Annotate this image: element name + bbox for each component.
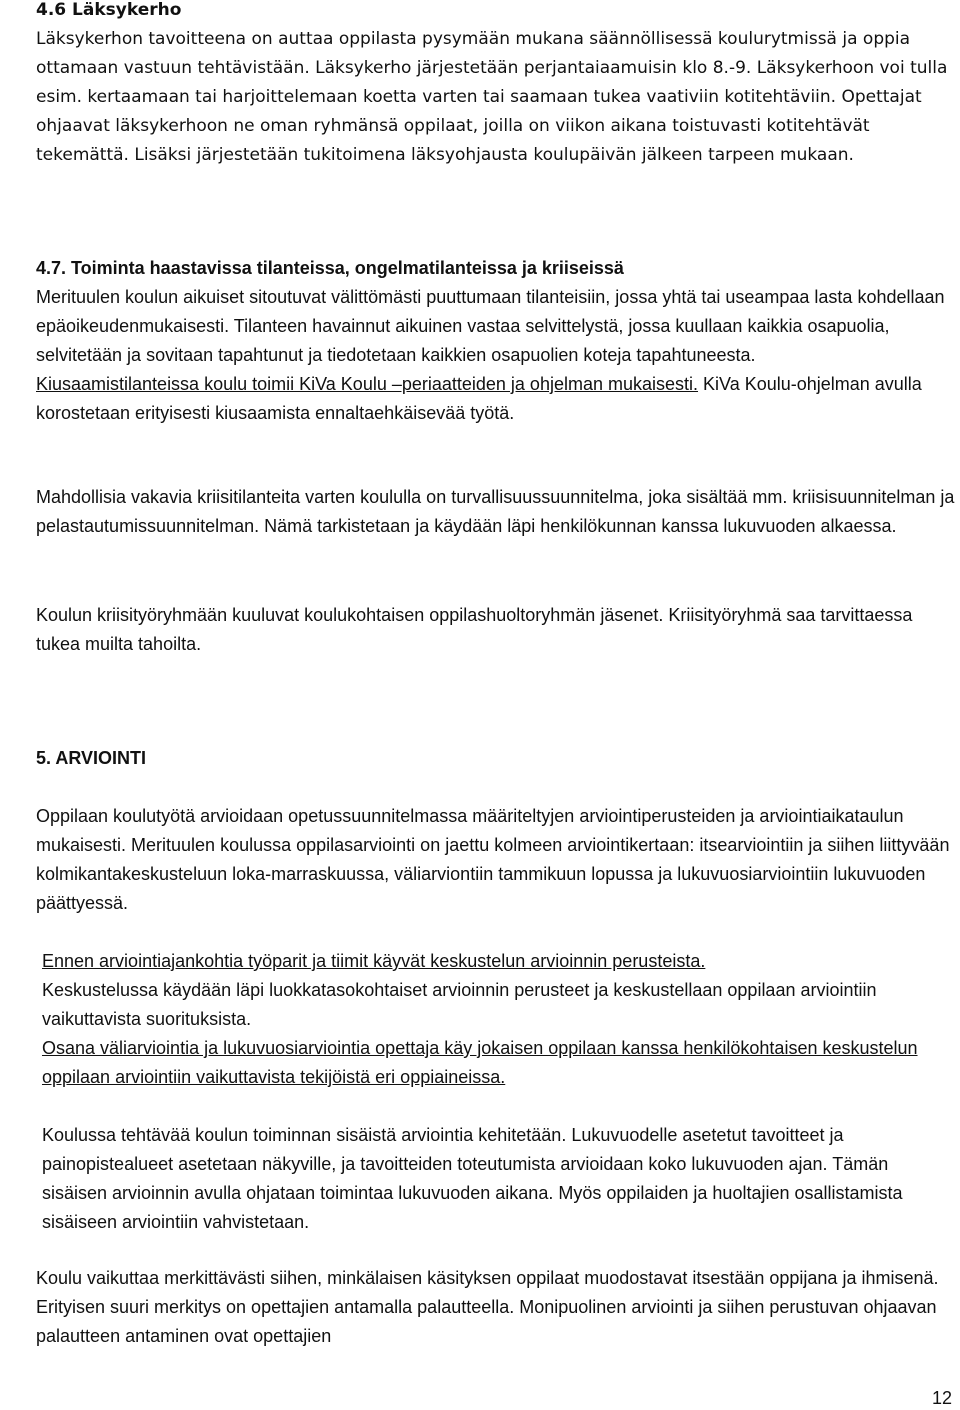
paragraph: Koulussa tehtävää koulun toiminnan sisäistä arviointia kehitetään. Lukuvuodelle asetetut tavoitteet ja painopistealueet asetetaan näkyville, ja tavoitteiden toteutumista arvioidaan koko lukuvuoden ajan. Tämän sisäisen arvioinnin avulla ohjataan toimintaa lukuvuoden aikana. Myös oppilaiden ja huoltajien osallistamista sisäiseen arviointiin vahvistetaan. xyxy=(42,1125,903,1232)
text: KiVa Koulu-ohjelman avulla korostetaan erityisesti kiusaamista ennaltaehkäisevää työtä. xyxy=(36,374,922,423)
paragraph-crisis-team xyxy=(36,601,956,659)
paragraph-discussions xyxy=(42,947,956,1092)
underlined-text: Kiusaamistilanteissa koulu toimii KiVa Koulu –periaatteiden ja ohjelman mukaisesti. xyxy=(36,374,699,394)
paragraph: Läksykerhon tavoitteena on auttaa oppilasta pysymään mukana säännöllisessä koulurytmissä ja oppia ottamaan vastuun tehtävistään. Läksykerho järjestetään perjantaiaamuisin klo 8.-9. Läksykerhoon voi tulla esim. kertaamaan tai harjoittelemaan koetta varten tai saamaan tukea vaativiin kotitehtäviin. Opettajat ohjaavat läksykerhoon ne oman ryhmänsä oppilaat, joilla on viikon aikana toistuvasti kotitehtävät tekemättä. Lisäksi järjestetään tukitoimena läksyohjausta koulupäivän jälkeen tarpeen mukaan. xyxy=(36,29,948,165)
paragraph xyxy=(36,370,956,428)
page-number: 12 xyxy=(931,1388,952,1408)
section-heading: 4.7. Toiminta haastavissa tilanteissa, ongelmatilanteissa ja kriiseissä xyxy=(36,258,624,278)
paragraph-evaluation xyxy=(36,802,956,918)
paragraph: Koulu vaikuttaa merkittävästi siihen, minkälaisen käsityksen oppilaat muodostavat itsestään oppijana ja ihmisenä. Erityisen suuri merkitys on opettajien antamalla palautteella. Monipuolinen arviointi ja siihen perustuvan ohjaavan palautteen antaminen ovat opettajien xyxy=(36,1268,939,1346)
paragraph: Mahdollisia vakavia kriisitilanteita varten koululla on turvallisuussuunnitelma, joka sisältää mm. kriisisuunnitelman ja pelastautumissuunnitelman. Nämä tarkistetaan ja käydään läpi henkilökunnan kanssa lukuvuoden alkaessa. xyxy=(36,487,955,536)
paragraph: Oppilaan koulutyötä arvioidaan opetussuunnitelmassa määriteltyjen arviointiperusteiden ja arviointiaikataulun mukaisesti. Merituulen koulussa oppilasarviointi on jaettu kolmeen arviointikertaan: itsearviointiin ja siihen liittyvään kolmikantakeskusteluun loka-marraskuussa, väliarviontiin tammikuun lopussa ja lukuvuosiarviointiin lukuvuoden päättyessä. xyxy=(36,806,950,913)
section-4-7 xyxy=(36,254,956,428)
underlined-text: Osana väliarviointia ja lukuvuosiarviointia opettaja käy jokaisen oppilaan kanssa henkilökohtaisen keskustelun oppilaan arviointiin vaikuttavista tekijöistä eri oppiaineissa. xyxy=(42,1038,918,1087)
paragraph-safety-plan xyxy=(36,483,956,541)
paragraph-internal-evaluation xyxy=(42,1121,956,1237)
paragraph: Keskustelussa käydään läpi luokkatasokohtaiset arvioinnin perusteet ja keskustellaan oppilaan arviointiin vaikuttavista suorituksista. xyxy=(42,980,877,1029)
section-heading: 4.6 Läksykerho xyxy=(36,0,182,20)
section-5-heading: 5. ARVIOINTI xyxy=(36,748,147,768)
section-4-6 xyxy=(36,0,956,170)
underlined-text: Ennen arviointiajankohtia työparit ja tiimit käyvät keskustelun arvioinnin perusteista. xyxy=(42,951,706,971)
paragraph-feedback xyxy=(36,1264,956,1351)
paragraph: Koulun kriisityöryhmään kuuluvat koulukohtaisen oppilashuoltoryhmän jäsenet. Kriisityöryhmä saa tarvittaessa tukea muilta tahoilta. xyxy=(36,605,913,654)
paragraph: Merituulen koulun aikuiset sitoutuvat välittömästi puuttumaan tilanteisiin, jossa yhtä tai useampaa lasta kohdellaan epäoikeudenmukaisesti. Tilanteen havainnut aikuinen vastaa selvittelystä, jossa kuullaan kaikkia osapuolia, selvitetään ja sovitaan tapahtunut ja tiedotetaan kaikkien osapuolien koteja tapahtuneesta. xyxy=(36,287,945,365)
